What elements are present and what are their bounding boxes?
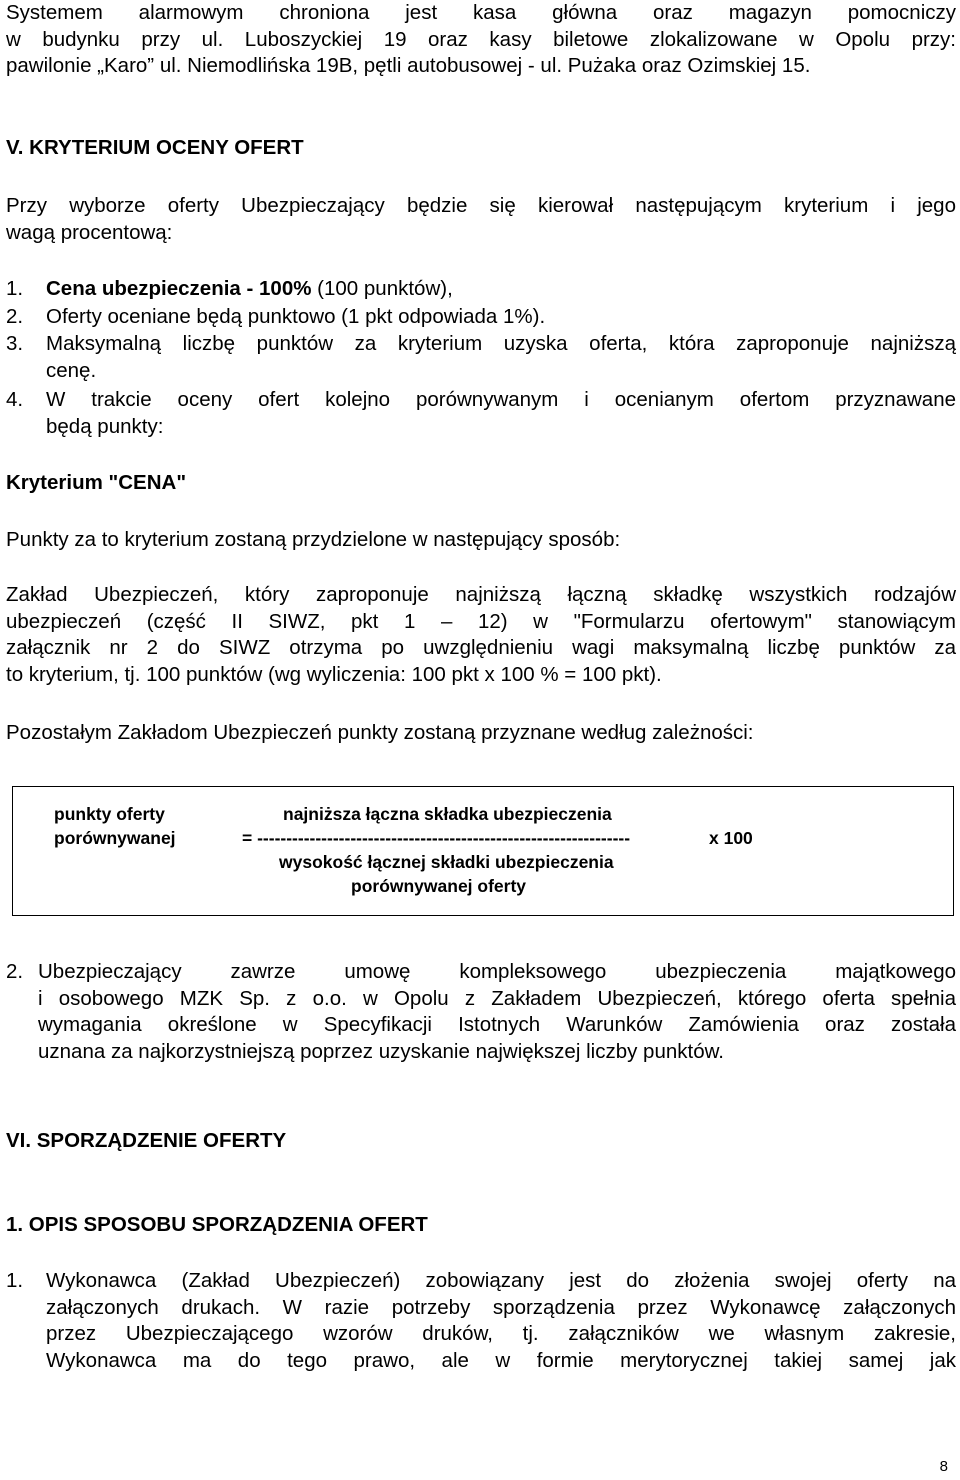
list-number: 1. bbox=[6, 277, 24, 300]
intro-line: Systemem alarmowym chroniona jest kasa główna oraz magazyn pomocniczy bbox=[6, 1, 956, 24]
formula-denominator: porównywanej oferty bbox=[351, 876, 527, 896]
section-heading: VI. SPORZĄDZENIE OFERTY bbox=[6, 1129, 287, 1152]
list-text: Wykonawca ma do tego prawo, ale w formie merytorycznej takiej samej jak bbox=[46, 1348, 956, 1372]
price-points: (100 punktów), bbox=[311, 277, 453, 300]
list-number: 1. bbox=[6, 1269, 24, 1292]
formula-multiplier: x 100 bbox=[709, 828, 753, 848]
formula-fraction-line: = ---------------------------------------------------------------- bbox=[242, 828, 631, 848]
criterion-heading: Kryterium "CENA" bbox=[6, 471, 187, 494]
formula-denominator: wysokość łącznej składki ubezpieczenia bbox=[279, 852, 614, 872]
paragraph-line: Przy wyborze oferty Ubezpieczający będzie się kierował następującym kryterium i jego bbox=[6, 194, 956, 217]
paragraph-line: to kryterium, tj. 100 punktów (wg wyliczenia: 100 pkt x 100 % = 100 pkt). bbox=[6, 662, 662, 686]
subsection-heading: 1. OPIS SPOSOBU SPORZĄDZENIA OFERT bbox=[6, 1213, 428, 1236]
paragraph-line: ubezpieczeń (część II SIWZ, pkt 1 – 12) w "Formularzu ofertowym" stanowiącym bbox=[6, 609, 956, 633]
criterion-paragraph bbox=[6, 193, 956, 246]
list-text: uznana za najkorzystniejszą poprzez uzyskanie największej liczby punktów. bbox=[38, 1039, 724, 1063]
formula-numerator: najniższa łączna składka ubezpieczenia bbox=[283, 804, 612, 824]
list-number: 3. bbox=[6, 332, 24, 355]
page-number: 8 bbox=[939, 1458, 948, 1475]
list-number: 4. bbox=[6, 388, 24, 411]
points-intro: Punkty za to kryterium zostaną przydzielone w następujący sposób: bbox=[6, 528, 621, 551]
intro-paragraph bbox=[6, 0, 956, 80]
paragraph-line: Zakład Ubezpieczeń, który zaproponuje najniższą łączną składkę wszystkich rodzajów bbox=[6, 583, 956, 606]
others-paragraph: Pozostałym Zakładom Ubezpieczeń punkty zostaną przyznane według zależności: bbox=[6, 721, 754, 744]
paragraph-line: załącznik nr 2 do SIWZ otrzyma po uwzględnieniu wagi maksymalną liczbę punktów za bbox=[6, 636, 956, 659]
award-paragraph bbox=[6, 582, 956, 688]
list-text: Wykonawca (Zakład Ubezpieczeń) zobowiązany jest do złożenia swojej oferty na bbox=[46, 1269, 956, 1292]
formula-left-label: punkty oferty bbox=[54, 804, 165, 824]
formula-box bbox=[12, 786, 954, 916]
formula-left-label: porównywanej bbox=[54, 828, 176, 848]
list-number: 2. bbox=[6, 305, 24, 328]
section-heading: V. KRYTERIUM OCENY OFERT bbox=[6, 136, 304, 159]
list-text: będą punkty: bbox=[46, 414, 164, 438]
intro-line: pawilonie „Karo” ul. Niemodlińska 19B, pętli autobusowej - ul. Pużaka oraz Ozimskiej 15. bbox=[6, 54, 811, 77]
list-text: przez Ubezpieczającego wzorów druków, tj. załączników we własnym zakresie, bbox=[46, 1322, 956, 1345]
list-text: W trakcie oceny ofert kolejno porównywanym i ocenianym ofertom przyznawane bbox=[46, 388, 956, 411]
intro-line: w budynku przy ul. Luboszyckiej 19 oraz kasy biletowe zlokalizowane w Opolu przy: bbox=[6, 27, 956, 51]
list-number: 2. bbox=[6, 960, 24, 983]
list-text: załączonych drukach. W razie potrzeby sporządzenia przez Wykonawcę załączonych bbox=[46, 1295, 956, 1319]
list-text: Maksymalną liczbę punktów za kryterium uzyska oferta, która zaproponuje najniższą bbox=[46, 332, 956, 355]
list-text: Oferty oceniane będą punktowo (1 pkt odpowiada 1%). bbox=[46, 305, 546, 328]
list-text: cenę. bbox=[46, 358, 97, 382]
list-text: wymagania określone w Specyfikacji Istotnych Warunków Zamówienia oraz została bbox=[38, 1013, 956, 1036]
paragraph-line: wagą procentową: bbox=[6, 220, 173, 244]
price-criterion: Cena ubezpieczenia - 100% bbox=[46, 277, 312, 300]
list-text: Ubezpieczający zawrze umowę kompleksowego ubezpieczenia majątkowego bbox=[38, 960, 956, 983]
list-text: i osobowego MZK Sp. z o.o. w Opolu z Zakładem Ubezpieczeń, którego oferta spełnia bbox=[38, 986, 956, 1010]
